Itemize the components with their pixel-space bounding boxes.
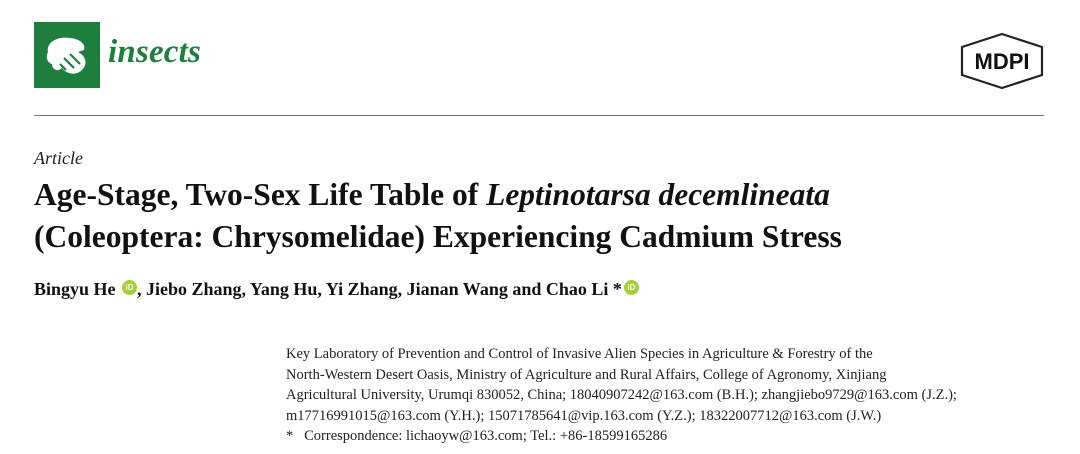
affiliation-line: North-Western Desert Oasis, Ministry of Agriculture and Rural Affairs, College of Agronomy, Xinjiang	[286, 366, 887, 383]
journal-name[interactable]: insects	[108, 34, 202, 70]
title-part-1: Age-Stage, Two-Sex Life Table of	[34, 177, 487, 212]
orcid-icon[interactable]: iD	[122, 280, 137, 295]
mdpi-logo[interactable]	[958, 32, 1046, 90]
author-name: Bingyu He	[34, 279, 116, 299]
journal-logo[interactable]	[34, 22, 100, 88]
author-list	[34, 279, 639, 300]
affiliation-line: Agricultural University, Urumqi 830052, China; 18040907242@163.com (B.H.); zhangjiebo9729@163.com (J.Z.);	[286, 387, 957, 403]
article-type-label: Article	[34, 148, 83, 168]
corresponding-mark: *	[608, 279, 622, 299]
beetle-icon	[34, 22, 100, 88]
title-species: Leptinotarsa decemlineata	[486, 177, 830, 212]
orcid-icon[interactable]: iD	[624, 280, 639, 295]
journal-header	[0, 0, 1080, 116]
publisher-name: MDPI	[974, 49, 1030, 74]
author-names-rest: , Jiebo Zhang, Yang Hu, Yi Zhang, Jianan Wang and Chao Li	[137, 279, 609, 299]
correspondence-line: * Correspondence: lichaoyw@163.com; Tel.: +86-18599165286	[286, 428, 668, 444]
title-part-2: (Coleoptera: Chrysomelidae) Experiencing Cadmium Stress	[34, 219, 842, 254]
affiliation-line: Key Laboratory of Prevention and Control of Invasive Alien Species in Agriculture & Forestry of the	[286, 346, 873, 362]
affiliation-block	[286, 344, 1046, 447]
article-title	[34, 174, 1054, 258]
header-divider	[34, 115, 1044, 116]
affiliation-line: m17716991015@163.com (Y.H.); 15071785641@vip.163.com (Y.Z.); 18322007712@163.com (J.W.)	[286, 407, 882, 424]
